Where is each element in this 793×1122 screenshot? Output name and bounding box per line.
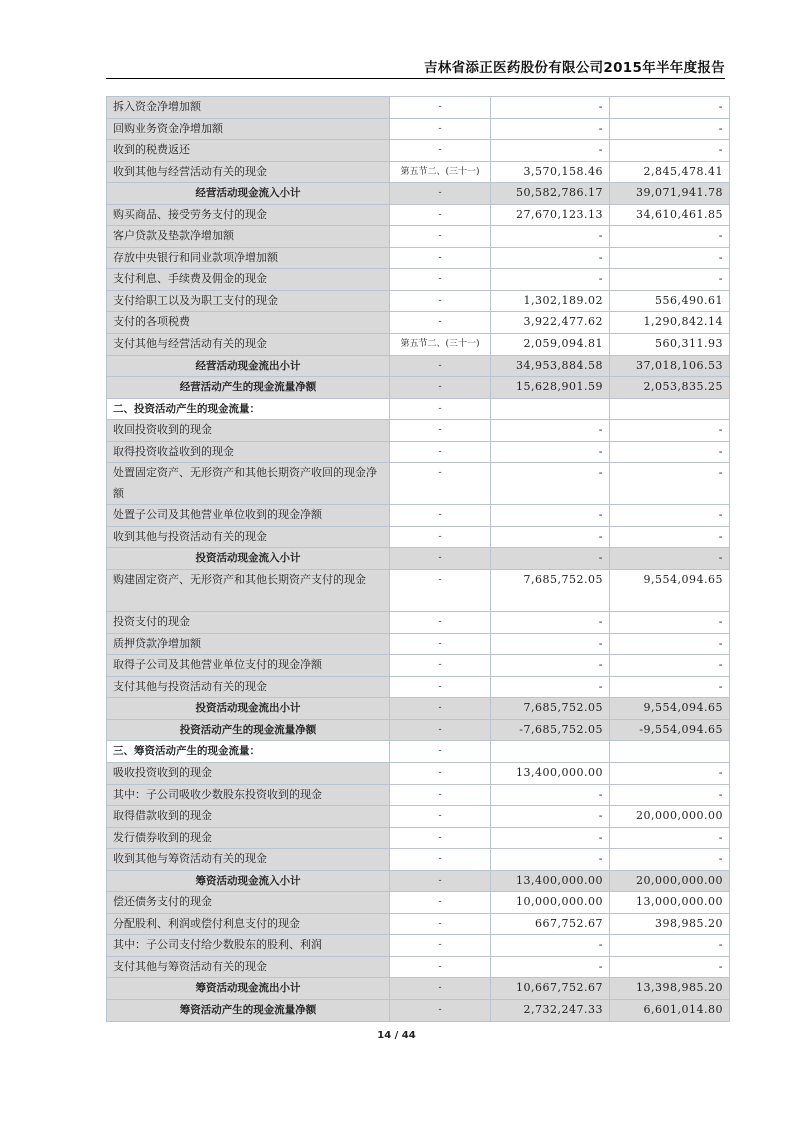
table-row — [107, 870, 730, 892]
row-note: - — [390, 612, 491, 634]
row-value-prior: 398,985.20 — [610, 913, 730, 935]
row-value-current: 3,570,158.46 — [491, 161, 610, 183]
row-item-label: 取得子公司及其他营业单位支付的现金净额 — [107, 655, 390, 677]
row-value-current: 667,752.67 — [491, 913, 610, 935]
table-row — [107, 892, 730, 914]
row-note: - — [390, 784, 491, 806]
table-row — [107, 956, 730, 978]
table-row — [107, 806, 730, 828]
row-value-current: - — [491, 612, 610, 634]
row-value-current: - — [491, 226, 610, 248]
row-item-label: 投资活动产生的现金流量净额 — [107, 719, 390, 741]
row-note: - — [390, 290, 491, 312]
row-note: - — [390, 269, 491, 291]
row-value-current: 27,670,123.13 — [491, 204, 610, 226]
row-value-prior: - — [610, 463, 730, 505]
row-note: - — [390, 999, 491, 1021]
row-value-current — [491, 741, 610, 763]
row-value-prior: - — [610, 655, 730, 677]
row-note: - — [390, 892, 491, 914]
row-note: - — [390, 548, 491, 570]
row-value-current: - — [491, 548, 610, 570]
row-value-current: 13,400,000.00 — [491, 762, 610, 784]
row-value-current: 15,628,901.59 — [491, 377, 610, 399]
table-row — [107, 935, 730, 957]
row-item-label: 支付给职工以及为职工支付的现金 — [107, 290, 390, 312]
row-note: - — [390, 655, 491, 677]
table-row — [107, 548, 730, 570]
row-item-label: 支付利息、手续费及佣金的现金 — [107, 269, 390, 291]
table-row — [107, 505, 730, 527]
row-value-current: - — [491, 935, 610, 957]
row-note: - — [390, 827, 491, 849]
cash-flow-table — [106, 96, 730, 1022]
row-value-prior: - — [610, 956, 730, 978]
cash-flow-table-body — [107, 97, 730, 1022]
row-value-current: 7,685,752.05 — [491, 698, 610, 720]
table-row — [107, 655, 730, 677]
row-item-label: 购买商品、接受劳务支付的现金 — [107, 204, 390, 226]
row-value-prior: 2,053,835.25 — [610, 377, 730, 399]
row-item-label: 存放中央银行和同业款项净增加额 — [107, 247, 390, 269]
row-value-prior: - — [610, 849, 730, 871]
table-row — [107, 633, 730, 655]
row-item-label: 三、筹资活动产生的现金流量： — [107, 741, 390, 763]
table-row — [107, 247, 730, 269]
row-item-label: 经营活动现金流入小计 — [107, 183, 390, 205]
row-note: 第五节二、(三十一) — [390, 334, 491, 356]
table-row — [107, 827, 730, 849]
row-note: - — [390, 762, 491, 784]
row-item-label: 发行债券收到的现金 — [107, 827, 390, 849]
table-row — [107, 334, 730, 356]
row-value-current: - — [491, 269, 610, 291]
row-value-prior: 20,000,000.00 — [610, 806, 730, 828]
row-value-current: 2,059,094.81 — [491, 334, 610, 356]
row-note: - — [390, 247, 491, 269]
row-item-label: 筹资活动现金流入小计 — [107, 870, 390, 892]
row-note: - — [390, 463, 491, 505]
row-value-prior — [610, 398, 730, 420]
row-value-prior: - — [610, 827, 730, 849]
row-note: - — [390, 355, 491, 377]
row-value-current: - — [491, 633, 610, 655]
row-item-label: 经营活动现金流出小计 — [107, 355, 390, 377]
row-item-label: 处置子公司及其他营业单位收到的现金净额 — [107, 505, 390, 527]
row-value-current: - — [491, 97, 610, 119]
row-note: - — [390, 226, 491, 248]
row-value-prior: 37,018,106.53 — [610, 355, 730, 377]
row-item-label: 支付其他与经营活动有关的现金 — [107, 334, 390, 356]
row-note: - — [390, 741, 491, 763]
row-note: - — [390, 398, 491, 420]
page-number: 14 / 44 — [377, 1030, 416, 1041]
row-value-prior: - — [610, 762, 730, 784]
row-item-label: 处置固定资产、无形资产和其他长期资产收回的现金净额 — [107, 463, 390, 505]
row-value-current: 10,000,000.00 — [491, 892, 610, 914]
row-value-current: 2,732,247.33 — [491, 999, 610, 1021]
row-note: - — [390, 935, 491, 957]
row-value-prior: 9,554,094.65 — [610, 698, 730, 720]
table-row — [107, 398, 730, 420]
row-note: - — [390, 870, 491, 892]
table-row — [107, 463, 730, 505]
table-row — [107, 676, 730, 698]
row-value-prior: - — [610, 935, 730, 957]
row-value-current: 1,302,189.02 — [491, 290, 610, 312]
row-item-label: 拆入资金净增加额 — [107, 97, 390, 119]
row-value-prior: 6,601,014.80 — [610, 999, 730, 1021]
table-row — [107, 420, 730, 442]
row-note: - — [390, 570, 491, 612]
row-note: - — [390, 312, 491, 334]
row-value-current: -7,685,752.05 — [491, 719, 610, 741]
table-row — [107, 741, 730, 763]
row-value-prior: 2,845,478.41 — [610, 161, 730, 183]
row-value-current — [491, 398, 610, 420]
table-row — [107, 719, 730, 741]
row-item-label: 支付的各项税费 — [107, 312, 390, 334]
row-value-prior: - — [610, 226, 730, 248]
row-value-prior: 34,610,461.85 — [610, 204, 730, 226]
row-note: - — [390, 676, 491, 698]
row-value-prior: - — [610, 676, 730, 698]
table-row — [107, 612, 730, 634]
row-value-prior: - — [610, 548, 730, 570]
row-value-current: 13,400,000.00 — [491, 870, 610, 892]
row-value-current: - — [491, 827, 610, 849]
table-row — [107, 161, 730, 183]
report-title: 吉林省添正医药股份有限公司2015年半年度报告 — [424, 60, 725, 76]
row-item-label: 回购业务资金净增加额 — [107, 118, 390, 140]
row-note: - — [390, 118, 491, 140]
row-value-prior: - — [610, 612, 730, 634]
table-row — [107, 140, 730, 162]
table-row — [107, 377, 730, 399]
row-value-current: - — [491, 806, 610, 828]
table-row — [107, 312, 730, 334]
row-item-label: 收到其他与投资活动有关的现金 — [107, 526, 390, 548]
table-row — [107, 441, 730, 463]
row-value-current: 7,685,752.05 — [491, 570, 610, 612]
row-value-prior: 13,000,000.00 — [610, 892, 730, 914]
row-value-current: - — [491, 526, 610, 548]
row-item-label: 质押贷款净增加额 — [107, 633, 390, 655]
row-value-prior: 13,398,985.20 — [610, 978, 730, 1000]
row-value-current: - — [491, 420, 610, 442]
row-note: - — [390, 526, 491, 548]
row-value-prior: - — [610, 269, 730, 291]
page-header — [106, 56, 725, 79]
row-value-current: - — [491, 441, 610, 463]
row-item-label: 客户贷款及垫款净增加额 — [107, 226, 390, 248]
row-value-prior: - — [610, 784, 730, 806]
row-value-current: 10,667,752.67 — [491, 978, 610, 1000]
table-row — [107, 526, 730, 548]
table-row — [107, 698, 730, 720]
row-value-current: - — [491, 849, 610, 871]
row-note: - — [390, 420, 491, 442]
row-note: - — [390, 441, 491, 463]
row-value-current: - — [491, 140, 610, 162]
row-item-label: 筹资活动现金流出小计 — [107, 978, 390, 1000]
table-row — [107, 355, 730, 377]
row-value-prior: - — [610, 247, 730, 269]
row-value-current: 50,582,786.17 — [491, 183, 610, 205]
row-item-label: 收到其他与筹资活动有关的现金 — [107, 849, 390, 871]
row-value-current: - — [491, 463, 610, 505]
row-note: - — [390, 204, 491, 226]
row-note: - — [390, 719, 491, 741]
table-row — [107, 226, 730, 248]
row-value-prior: - — [610, 526, 730, 548]
row-item-label: 投资支付的现金 — [107, 612, 390, 634]
row-value-current: - — [491, 956, 610, 978]
table-row — [107, 118, 730, 140]
row-value-prior: 20,000,000.00 — [610, 870, 730, 892]
table-row — [107, 290, 730, 312]
row-note: - — [390, 698, 491, 720]
table-row — [107, 849, 730, 871]
row-value-current: - — [491, 676, 610, 698]
row-item-label: 偿还债务支付的现金 — [107, 892, 390, 914]
row-note: - — [390, 377, 491, 399]
row-value-prior: 1,290,842.14 — [610, 312, 730, 334]
row-value-prior: - — [610, 140, 730, 162]
row-value-prior — [610, 741, 730, 763]
row-value-current: - — [491, 247, 610, 269]
row-value-current: 3,922,477.62 — [491, 312, 610, 334]
row-item-label: 投资活动现金流入小计 — [107, 548, 390, 570]
row-note: 第五节二、(三十一) — [390, 161, 491, 183]
row-note: - — [390, 913, 491, 935]
row-value-prior: 9,554,094.65 — [610, 570, 730, 612]
row-value-prior: 556,490.61 — [610, 290, 730, 312]
row-value-current: - — [491, 784, 610, 806]
row-item-label: 分配股利、利润或偿付利息支付的现金 — [107, 913, 390, 935]
row-note: - — [390, 849, 491, 871]
row-item-label: 购建固定资产、无形资产和其他长期资产支付的现金 — [107, 570, 390, 612]
row-note: - — [390, 505, 491, 527]
row-value-prior: - — [610, 441, 730, 463]
table-row — [107, 978, 730, 1000]
row-item-label: 吸收投资收到的现金 — [107, 762, 390, 784]
row-item-label: 支付其他与筹资活动有关的现金 — [107, 956, 390, 978]
table-row — [107, 999, 730, 1021]
row-note: - — [390, 183, 491, 205]
row-item-label: 筹资活动产生的现金流量净额 — [107, 999, 390, 1021]
row-item-label: 收回投资收到的现金 — [107, 420, 390, 442]
row-item-label: 收到其他与经营活动有关的现金 — [107, 161, 390, 183]
row-note: - — [390, 806, 491, 828]
table-row — [107, 269, 730, 291]
table-row — [107, 570, 730, 612]
row-item-label: 其中：子公司吸收少数股东投资收到的现金 — [107, 784, 390, 806]
row-note: - — [390, 97, 491, 119]
row-value-prior: - — [610, 633, 730, 655]
row-value-prior: - — [610, 420, 730, 442]
row-value-prior: -9,554,094.65 — [610, 719, 730, 741]
table-row — [107, 97, 730, 119]
table-row — [107, 784, 730, 806]
row-item-label: 取得投资收益收到的现金 — [107, 441, 390, 463]
row-value-prior: - — [610, 505, 730, 527]
row-item-label: 投资活动现金流出小计 — [107, 698, 390, 720]
table-row — [107, 913, 730, 935]
row-note: - — [390, 140, 491, 162]
row-item-label: 支付其他与投资活动有关的现金 — [107, 676, 390, 698]
row-value-current: - — [491, 505, 610, 527]
row-item-label: 二、投资活动产生的现金流量： — [107, 398, 390, 420]
table-row — [107, 183, 730, 205]
table-row — [107, 762, 730, 784]
row-note: - — [390, 633, 491, 655]
row-item-label: 经营活动产生的现金流量净额 — [107, 377, 390, 399]
row-value-prior: 560,311.93 — [610, 334, 730, 356]
row-value-current: 34,953,884.58 — [491, 355, 610, 377]
row-value-current: - — [491, 118, 610, 140]
row-value-prior: - — [610, 118, 730, 140]
row-item-label: 收到的税费返还 — [107, 140, 390, 162]
row-value-current: - — [491, 655, 610, 677]
table-row — [107, 204, 730, 226]
row-value-prior: 39,071,941.78 — [610, 183, 730, 205]
row-note: - — [390, 956, 491, 978]
row-value-prior: - — [610, 97, 730, 119]
row-item-label: 其中：子公司支付给少数股东的股利、利润 — [107, 935, 390, 957]
row-note: - — [390, 978, 491, 1000]
row-item-label: 取得借款收到的现金 — [107, 806, 390, 828]
